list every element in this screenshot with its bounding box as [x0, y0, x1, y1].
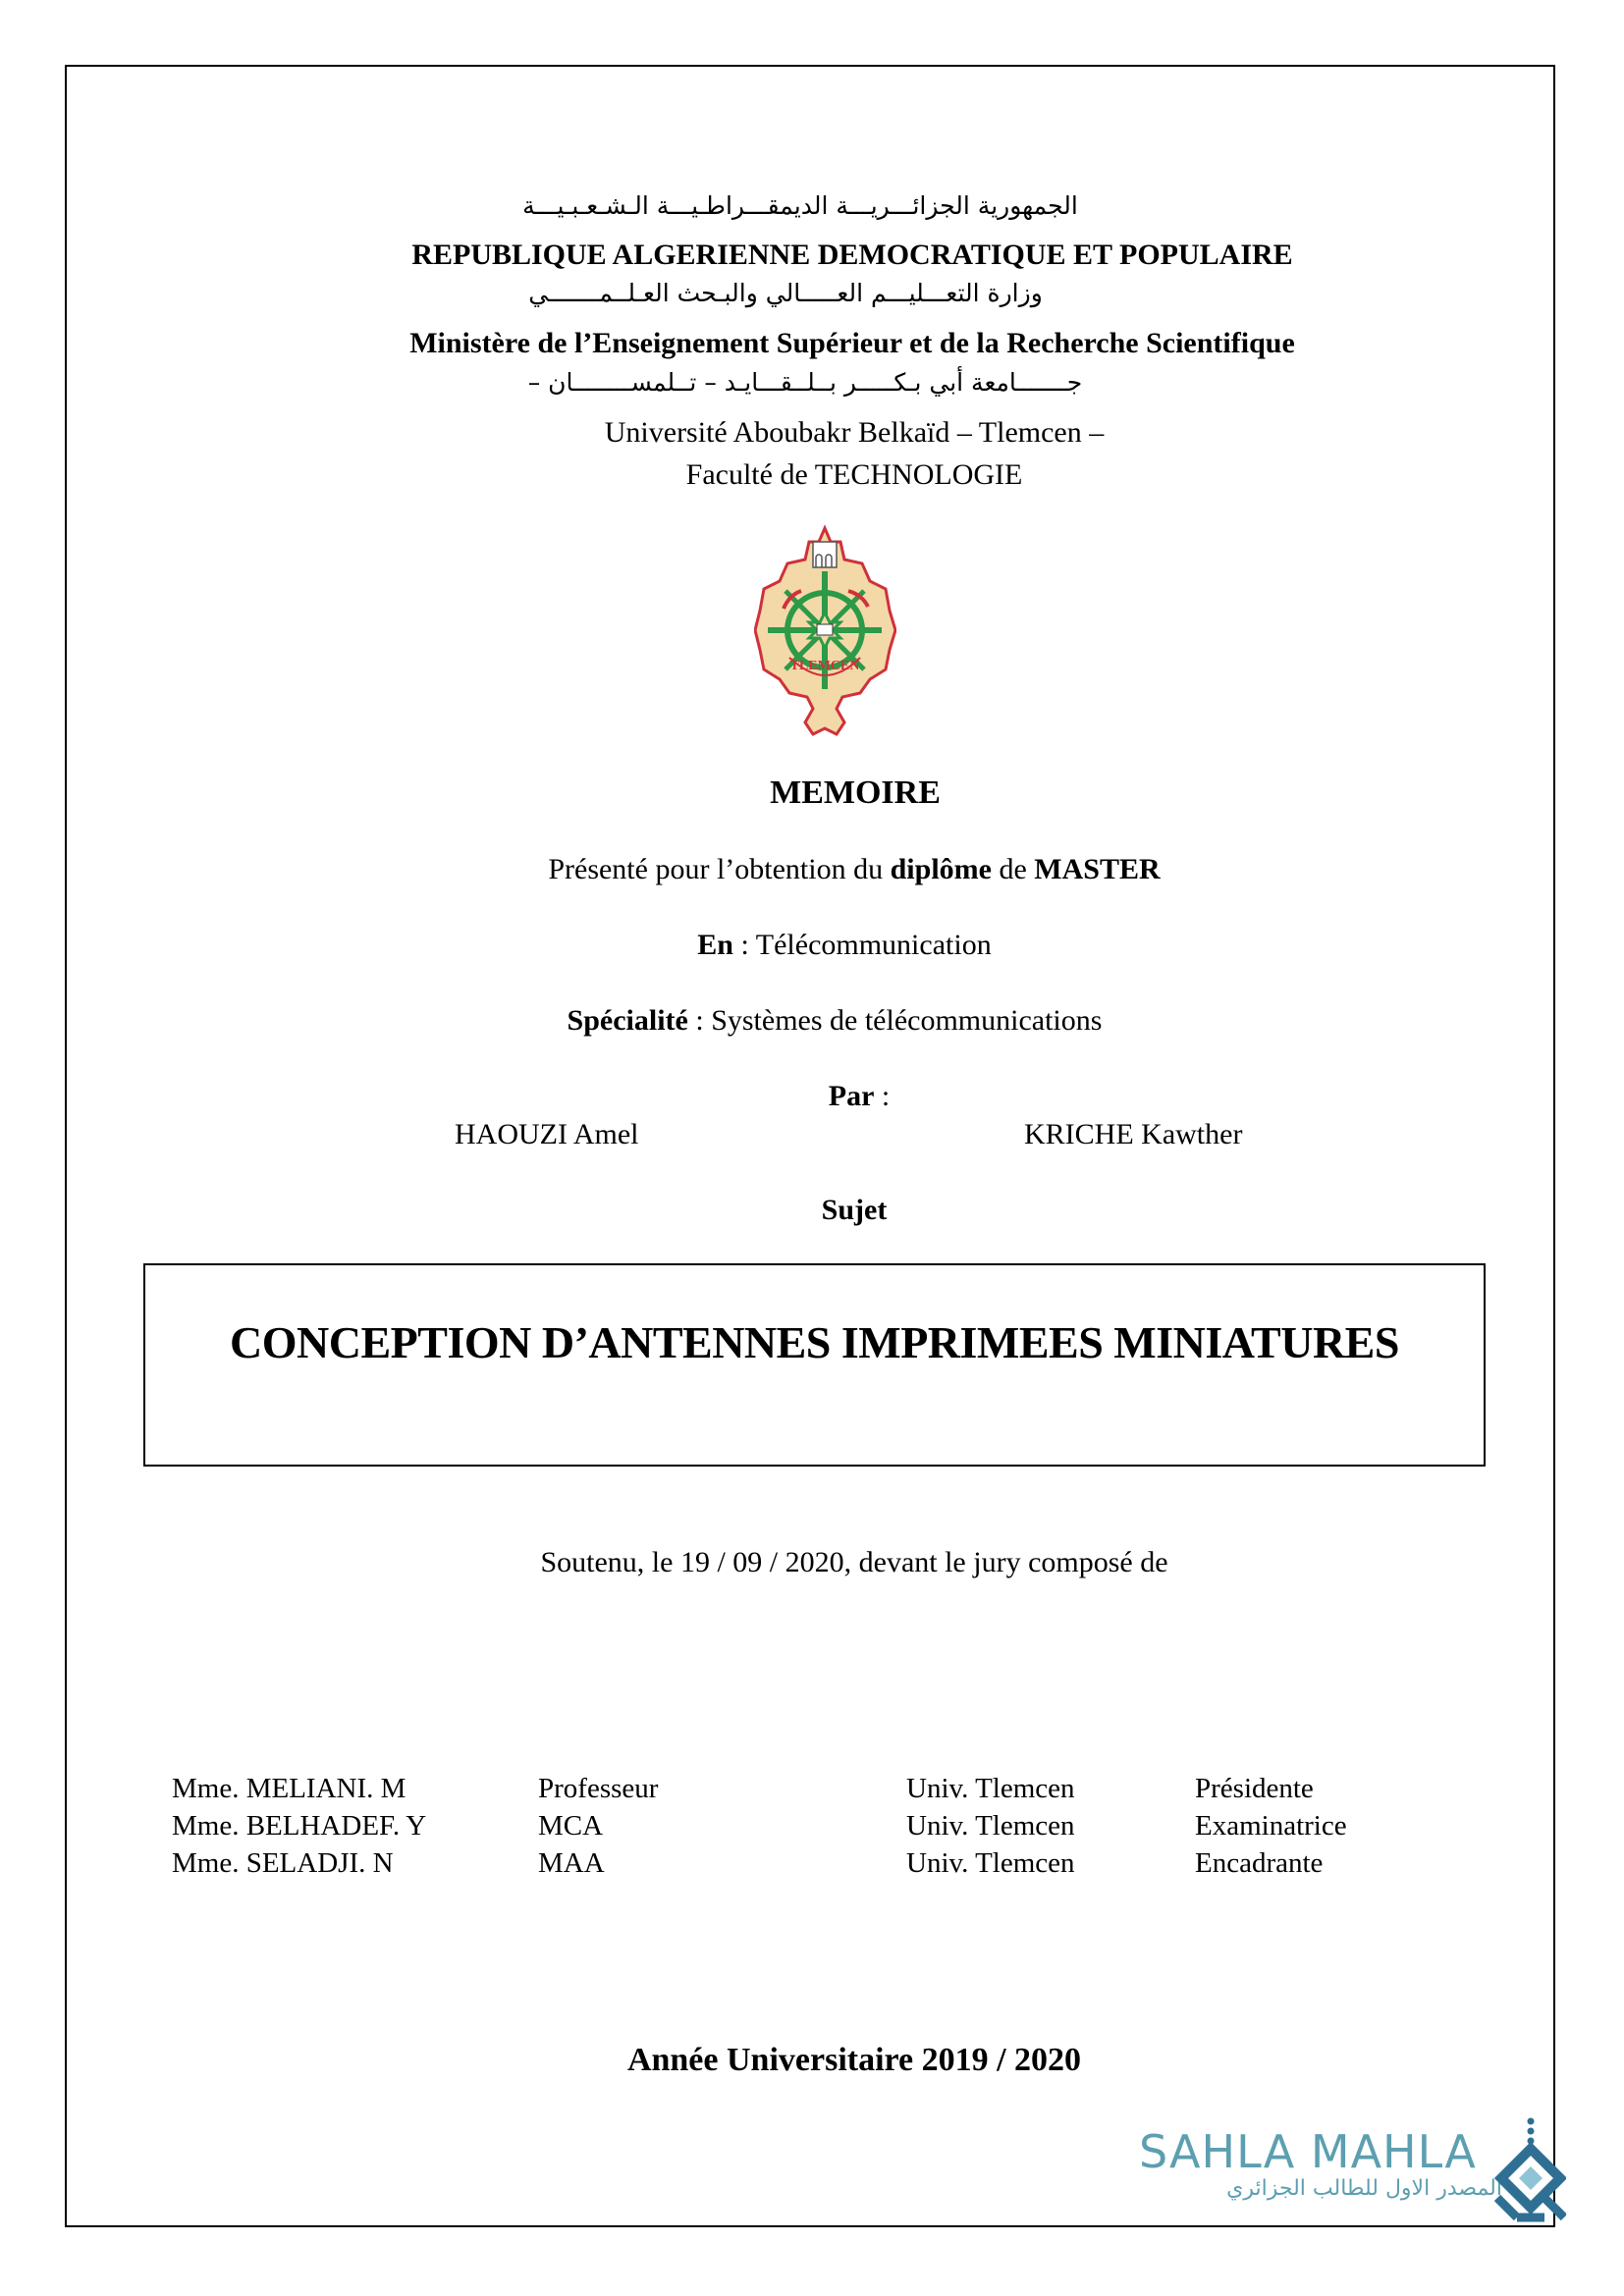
jury-grade: MAA	[538, 1847, 605, 1879]
jury-name: Mme. BELHADEF. Y	[172, 1810, 427, 1842]
document-type: MEMOIRE	[770, 774, 941, 811]
jury-name: Mme. SELADJI. N	[172, 1847, 394, 1879]
jury-role: Encadrante	[1195, 1847, 1324, 1879]
jury-institution: Univ. Tlemcen	[906, 1773, 1075, 1804]
jury-grade: MCA	[538, 1810, 604, 1842]
author-name: KRICHE Kawther	[1024, 1118, 1243, 1150]
academic-year: Année Universitaire 2019 / 2020	[626, 2042, 1082, 2078]
watermark-subtitle: المصدر الاول للطالب الجزائري	[1226, 2176, 1502, 2201]
faculty-name: Faculté de TECHNOLOGIE	[685, 458, 1023, 491]
jury-grade: Professeur	[538, 1773, 659, 1804]
ministry-french: Ministère de l’Enseignement Supérieur et de la Recherche Scientifique	[409, 327, 1295, 359]
university-french: Université Aboubakr Belkaïd – Tlemcen –	[604, 416, 1105, 449]
svg-text:TLEMCEN: TLEMCEN	[789, 659, 860, 673]
field-line: En : Télécommunication	[697, 929, 992, 961]
watermark-title: SAHLA MAHLA	[1139, 2125, 1477, 2178]
ministry-arabic: وزارة التعـــليـــم العـــــالي والبـحث العـلــمـــــــي	[528, 279, 1043, 307]
jury-institution: Univ. Tlemcen	[906, 1810, 1075, 1842]
university-emblem-icon	[754, 520, 896, 738]
jury-role: Examinatrice	[1195, 1810, 1347, 1842]
subject-label: Sujet	[821, 1194, 888, 1226]
university-arabic: جـــــــامعة أبي بـكـــــر بــلــقـــايـد – تــلمســــــــان –	[527, 368, 1083, 397]
sahla-mahla-watermark	[1139, 2125, 1551, 2216]
republic-arabic: الجمهورية الجزائـــريـــة الديمقـــراطـيـــة الـشـعـبـيـــة	[522, 191, 1078, 220]
jury-role: Présidente	[1195, 1773, 1314, 1804]
sahla-mahla-logo-icon	[1488, 2115, 1566, 2228]
by-label: Par :	[828, 1080, 891, 1112]
defense-date-line: Soutenu, le 19 / 09 / 2020, devant le jury composé de	[540, 1546, 1168, 1578]
presented-for-line: Présenté pour l’obtention du diplôme de MASTER	[548, 853, 1161, 885]
subject-title: CONCEPTION D’ANTENNES IMPRIMEES MINIATURES	[230, 1317, 1399, 1367]
jury-institution: Univ. Tlemcen	[906, 1847, 1075, 1879]
author-name: HAOUZI Amel	[455, 1118, 639, 1150]
republic-french: REPUBLIQUE ALGERIENNE DEMOCRATIQUE ET POPULAIRE	[411, 239, 1293, 271]
specialty-line: Spécialité : Systèmes de télécommunications	[567, 1004, 1103, 1037]
jury-name: Mme. MELIANI. M	[172, 1773, 406, 1804]
subject-title-box	[143, 1263, 1486, 1467]
